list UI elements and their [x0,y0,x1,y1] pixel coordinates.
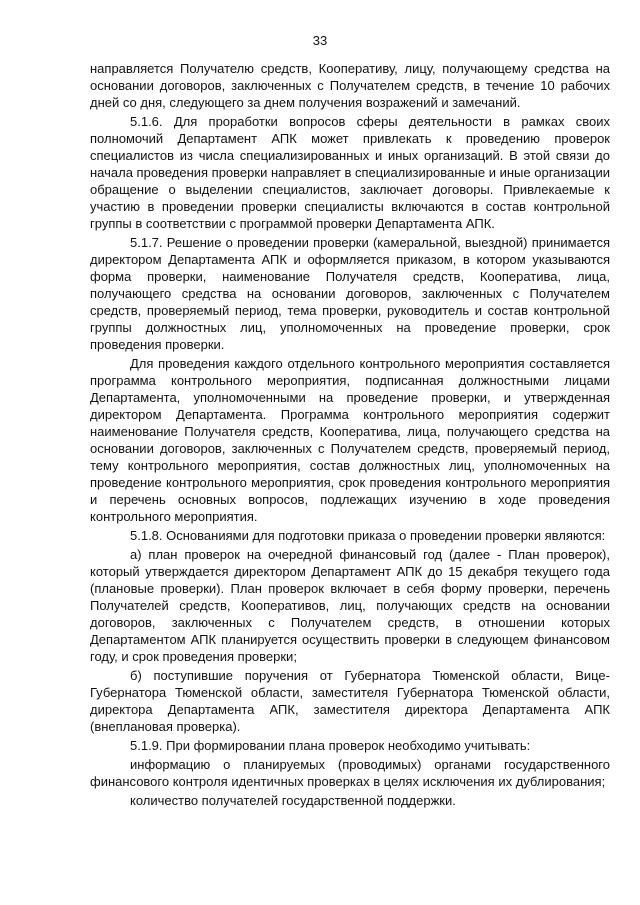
paragraph-5-1-8-b: б) поступившие поручения от Губернатора Тюменской области, Вице-Губернатора Тюменской области, заместителя Губернатора Тюменской области, директора Департамента АПК, заместителя директора Департамента АПК (внеплановая проверка). [90,668,610,734]
paragraph-5-1-8: 5.1.8. Основаниями для подготовки приказа о проведении проверки являются: [130,528,606,543]
paragraph-5-1-9-count: количество получателей государственной поддержки. [130,793,456,808]
paragraph-5-1-6: 5.1.6. Для проработки вопросов сферы деятельности в рамках своих полномочий Департамент АПК может привлекать к проведению проверок специалистов из числа специализированных и иных организаций. В этой связи до начала проведения проверки направляет в специализированные и иные организации обращение о выделении специалистов, заключает договоры. Привлекаемые к участию в проведении проверки специалисты включаются в состав контрольной группы в соответствии с программой проверки Департамента АПК. [90,114,610,231]
paragraph-5-1-8-a: а) план проверок на очередной финансовый год (далее - План проверок), который утверждается директором Департамент АПК до 15 декабря текущего года (плановые проверки). План проверок включает в себя форму проверки, перечень Получателей средств, Кооперативов, лиц, получающих средств на основании договоров, заключенных с Получателем средств, в отношении которых Департаментом АПК планируется осуществить проверки в следующем финансовом году, и срок проведения проверки; [90,547,610,664]
paragraph-continuation: направляется Получателю средств, Кооперативу, лицу, получающему средства на основании договоров, заключенных с Получателем средств, в течение 10 рабочих дней со дня, следующего за днем получения возражений и замечаний. [90,61,610,110]
page-number: 33 [312,33,328,48]
paragraph-5-1-7: 5.1.7. Решение о проведении проверки (камеральной, выездной) принимается директором Департамента АПК и оформляется приказом, в котором указываются форма проверки, наименование Получателя средств, Кооператива, лица, получающего средства на основании договоров, заключенных с Получателем средств, проверяемый период, тема проверки, руководитель и состав контрольной группы должностных лиц, уполномоченных на проведение проверки, срок проведения проверки. [90,235,610,352]
paragraph-5-1-9: 5.1.9. При формировании плана проверок необходимо учитывать: [130,738,531,753]
document-body [90,60,610,811]
paragraph-5-1-9-info: информацию о планируемых (проводимых) органами государственного финансового контроля идентичных проверках в целях исключения их дублирования; [90,757,610,789]
paragraph-program: Для проведения каждого отдельного контрольного мероприятия составляется программа контрольного мероприятия, подписанная должностными лицами Департамента, уполномоченными на проведение проверки, и утвержденная директором Департамента. Программа контрольного мероприятия содержит наименование Получателя средств, Кооператива, лица, получающего средства на основании договоров, заключенных с Получателем средств, проверяемый период, тему контрольного мероприятия, состав должностных лиц, уполномоченных на проведение контрольного мероприятия, срок проведения контрольного мероприятия и перечень основных вопросов, подлежащих изучению в ходе проведения контрольного мероприятия. [90,356,610,524]
